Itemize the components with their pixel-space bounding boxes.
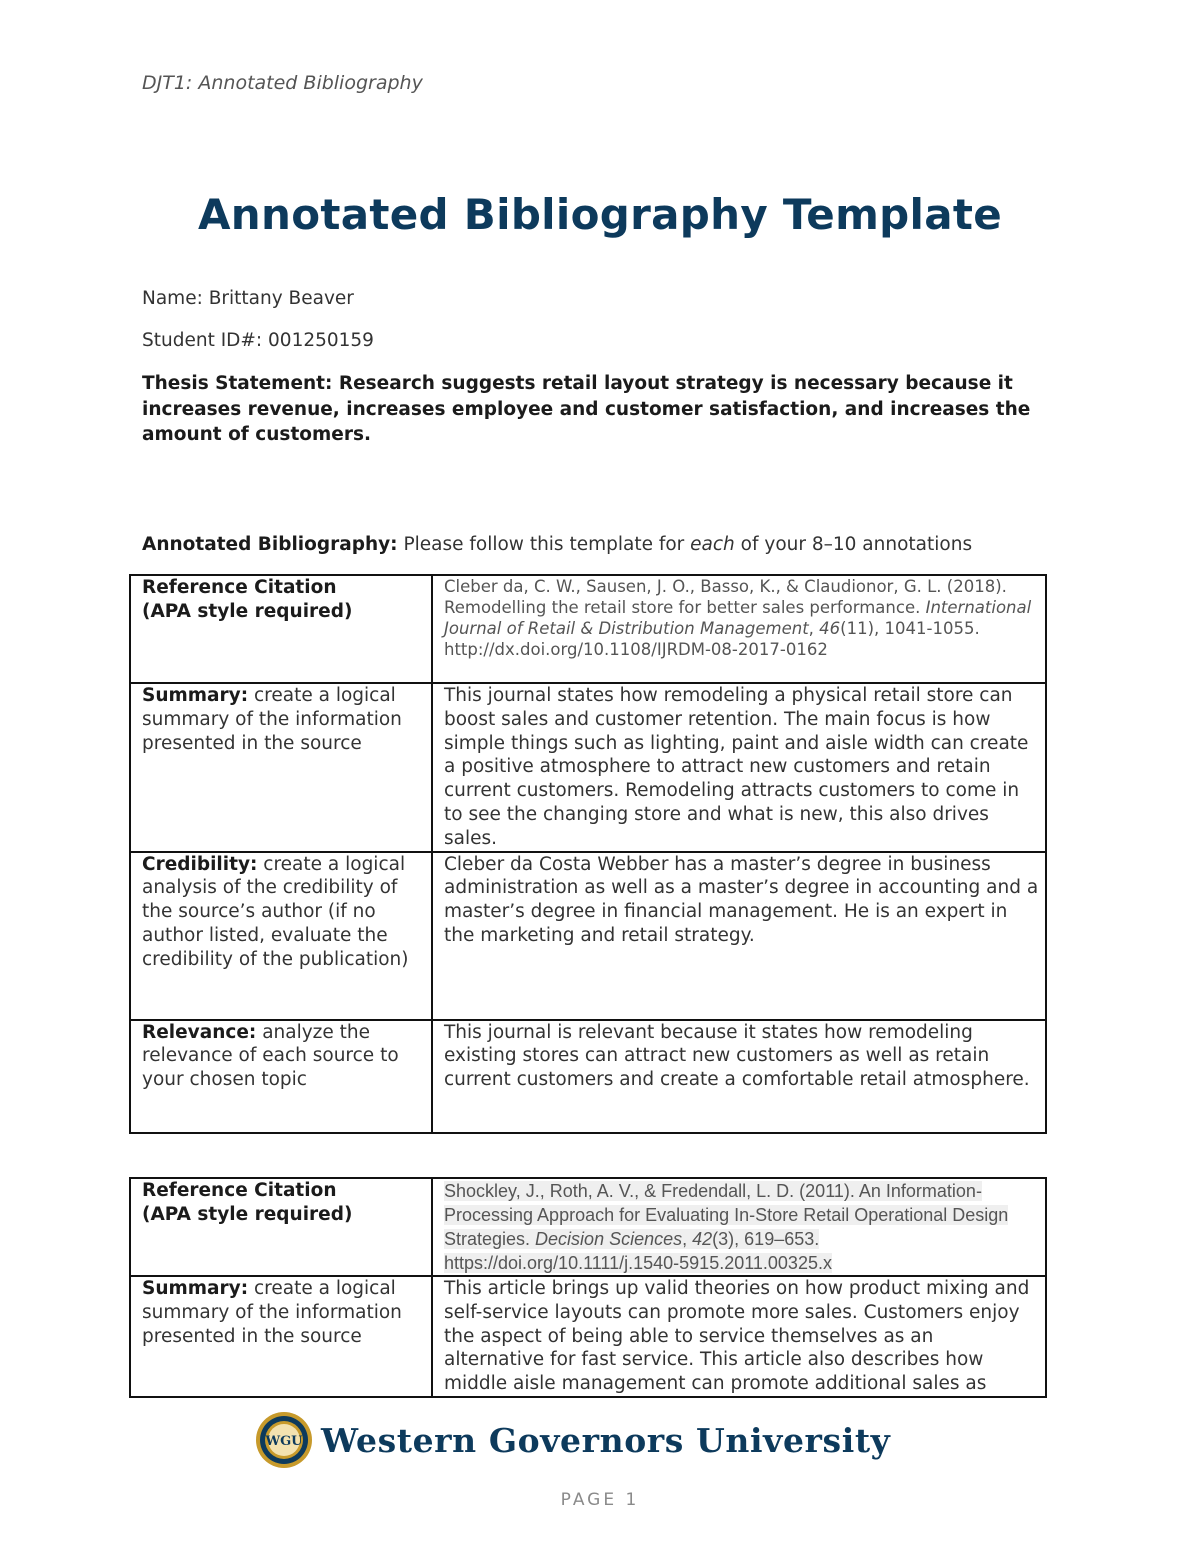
citation-authors: Cleber da, C. W., Sausen, J. O., Basso, K., & Claudionor, G. L. (2018). Remodelling the retail store for better sales performance. — [444, 577, 1007, 617]
running-header: DJT1: Annotated Bibliography — [142, 72, 423, 94]
instruction-bold: Annotated Bibliography: — [142, 534, 398, 555]
instruction-pre: Please follow this template for — [397, 534, 691, 555]
summary-label: Summary: — [142, 685, 249, 706]
summary-text: This journal states how remodeling a physical retail store can boost sales and customer retention. The main focus is how simple things such as lighting, paint and aisle width can create a positive atmosphere to attract new customers and retain current customers. Remodeling attracts customers to come in to see the changing store and what is new, this also drives sales. — [432, 683, 1046, 852]
table-row — [130, 575, 1046, 683]
document-title: Annotated Bibliography Template — [197, 190, 1003, 239]
instruction-post: of your 8–10 annotations — [734, 534, 973, 555]
citation-journal: Decision Sciences — [535, 1229, 683, 1249]
reference-label-cell — [130, 575, 432, 683]
relevance-text: This journal is relevant because it states how remodeling existing stores can attract new customers as well as retain current customers and create a comfortable retail atmosphere. — [432, 1020, 1046, 1133]
table-row — [130, 1276, 1046, 1397]
citation-rest: (11), 1041-1055. — [840, 619, 980, 638]
annotation-table-2 — [129, 1177, 1047, 1398]
summary-instruction: create a logical summary of the information presented in the source — [142, 685, 402, 754]
page-number: PAGE 1 — [560, 1490, 640, 1510]
reference-label: Reference Citation — [142, 1180, 337, 1201]
credibility-instruction: create a logical analysis of the credibility of the source’s author (if no author listed, evaluate the credibility of the publication) — [142, 853, 409, 970]
citation-sep: , — [808, 619, 820, 638]
summary-label-cell — [130, 1276, 432, 1397]
student-name: Name: Brittany Beaver — [142, 288, 354, 309]
annotation-table-1 — [129, 574, 1047, 1134]
university-name: Western Governors University — [321, 1420, 891, 1460]
summary-label: Summary: — [142, 1278, 249, 1299]
citation-sep: , — [682, 1229, 693, 1249]
reference-sublabel: (APA style required) — [142, 600, 353, 622]
citation-cell — [432, 1178, 1046, 1276]
summary-text: This article brings up valid theories on how product mixing and self-service layouts can promote more sales. Customers enjoy the aspect of being able to service themselves as an alternative for fast service. This article also describes how middle aisle management can promote additional sales as — [432, 1276, 1046, 1397]
credibility-text: Cleber da Costa Webber has a master’s degree in business administration as well as a master’s degree in accounting and a master’s degree in financial management. He is an expert in the marketing and retail strategy. — [432, 852, 1046, 1020]
reference-label: Reference Citation — [142, 577, 337, 598]
summary-label-cell — [130, 683, 432, 852]
instruction-em: each — [690, 534, 735, 555]
citation-rest: (3), 619–653. — [712, 1229, 820, 1249]
student-id: Student ID#: 001250159 — [142, 330, 374, 351]
citation-cell — [432, 575, 1046, 683]
citation-authors: Shockley, J., Roth, A. V., & Fredendall, L. D. (2011). An Information-Processing Approach for Evaluating In-Store Retail Operational Design Strategies. — [444, 1181, 1009, 1249]
seal-text: WGU — [265, 1434, 303, 1449]
table-row — [130, 852, 1046, 1020]
relevance-instruction: analyze the relevance of each source to your chosen topic — [142, 1021, 399, 1091]
citation-journal: International Journal of Retail & Distribution Management — [444, 598, 1032, 638]
university-logo — [255, 1410, 890, 1470]
table-row — [130, 1178, 1046, 1276]
citation-volume: 46 — [819, 619, 841, 638]
university-seal-icon — [255, 1411, 313, 1469]
relevance-label: Relevance: — [142, 1021, 257, 1043]
citation-doi-link[interactable]: http://dx.doi.org/10.1108/IJRDM-08-2017-0162 — [444, 640, 828, 659]
credibility-label: Credibility: — [142, 853, 258, 875]
relevance-label-cell — [130, 1020, 432, 1133]
credibility-label-cell — [130, 852, 432, 1020]
table-row — [130, 1020, 1046, 1133]
table-row — [130, 683, 1046, 852]
reference-label-cell — [130, 1178, 432, 1276]
instruction-line — [142, 534, 972, 555]
thesis-statement: Thesis Statement: Research suggests retail layout strategy is necessary because it increases revenue, increases employee and customer satisfaction, and increases the amount of customers. — [142, 373, 1031, 445]
citation-doi-link[interactable]: https://doi.org/10.1111/j.1540-5915.2011.00325.x — [444, 1253, 832, 1273]
summary-instruction: create a logical summary of the information presented in the source — [142, 1278, 402, 1347]
citation-volume: 42 — [692, 1229, 713, 1249]
reference-sublabel: (APA style required) — [142, 1203, 353, 1225]
